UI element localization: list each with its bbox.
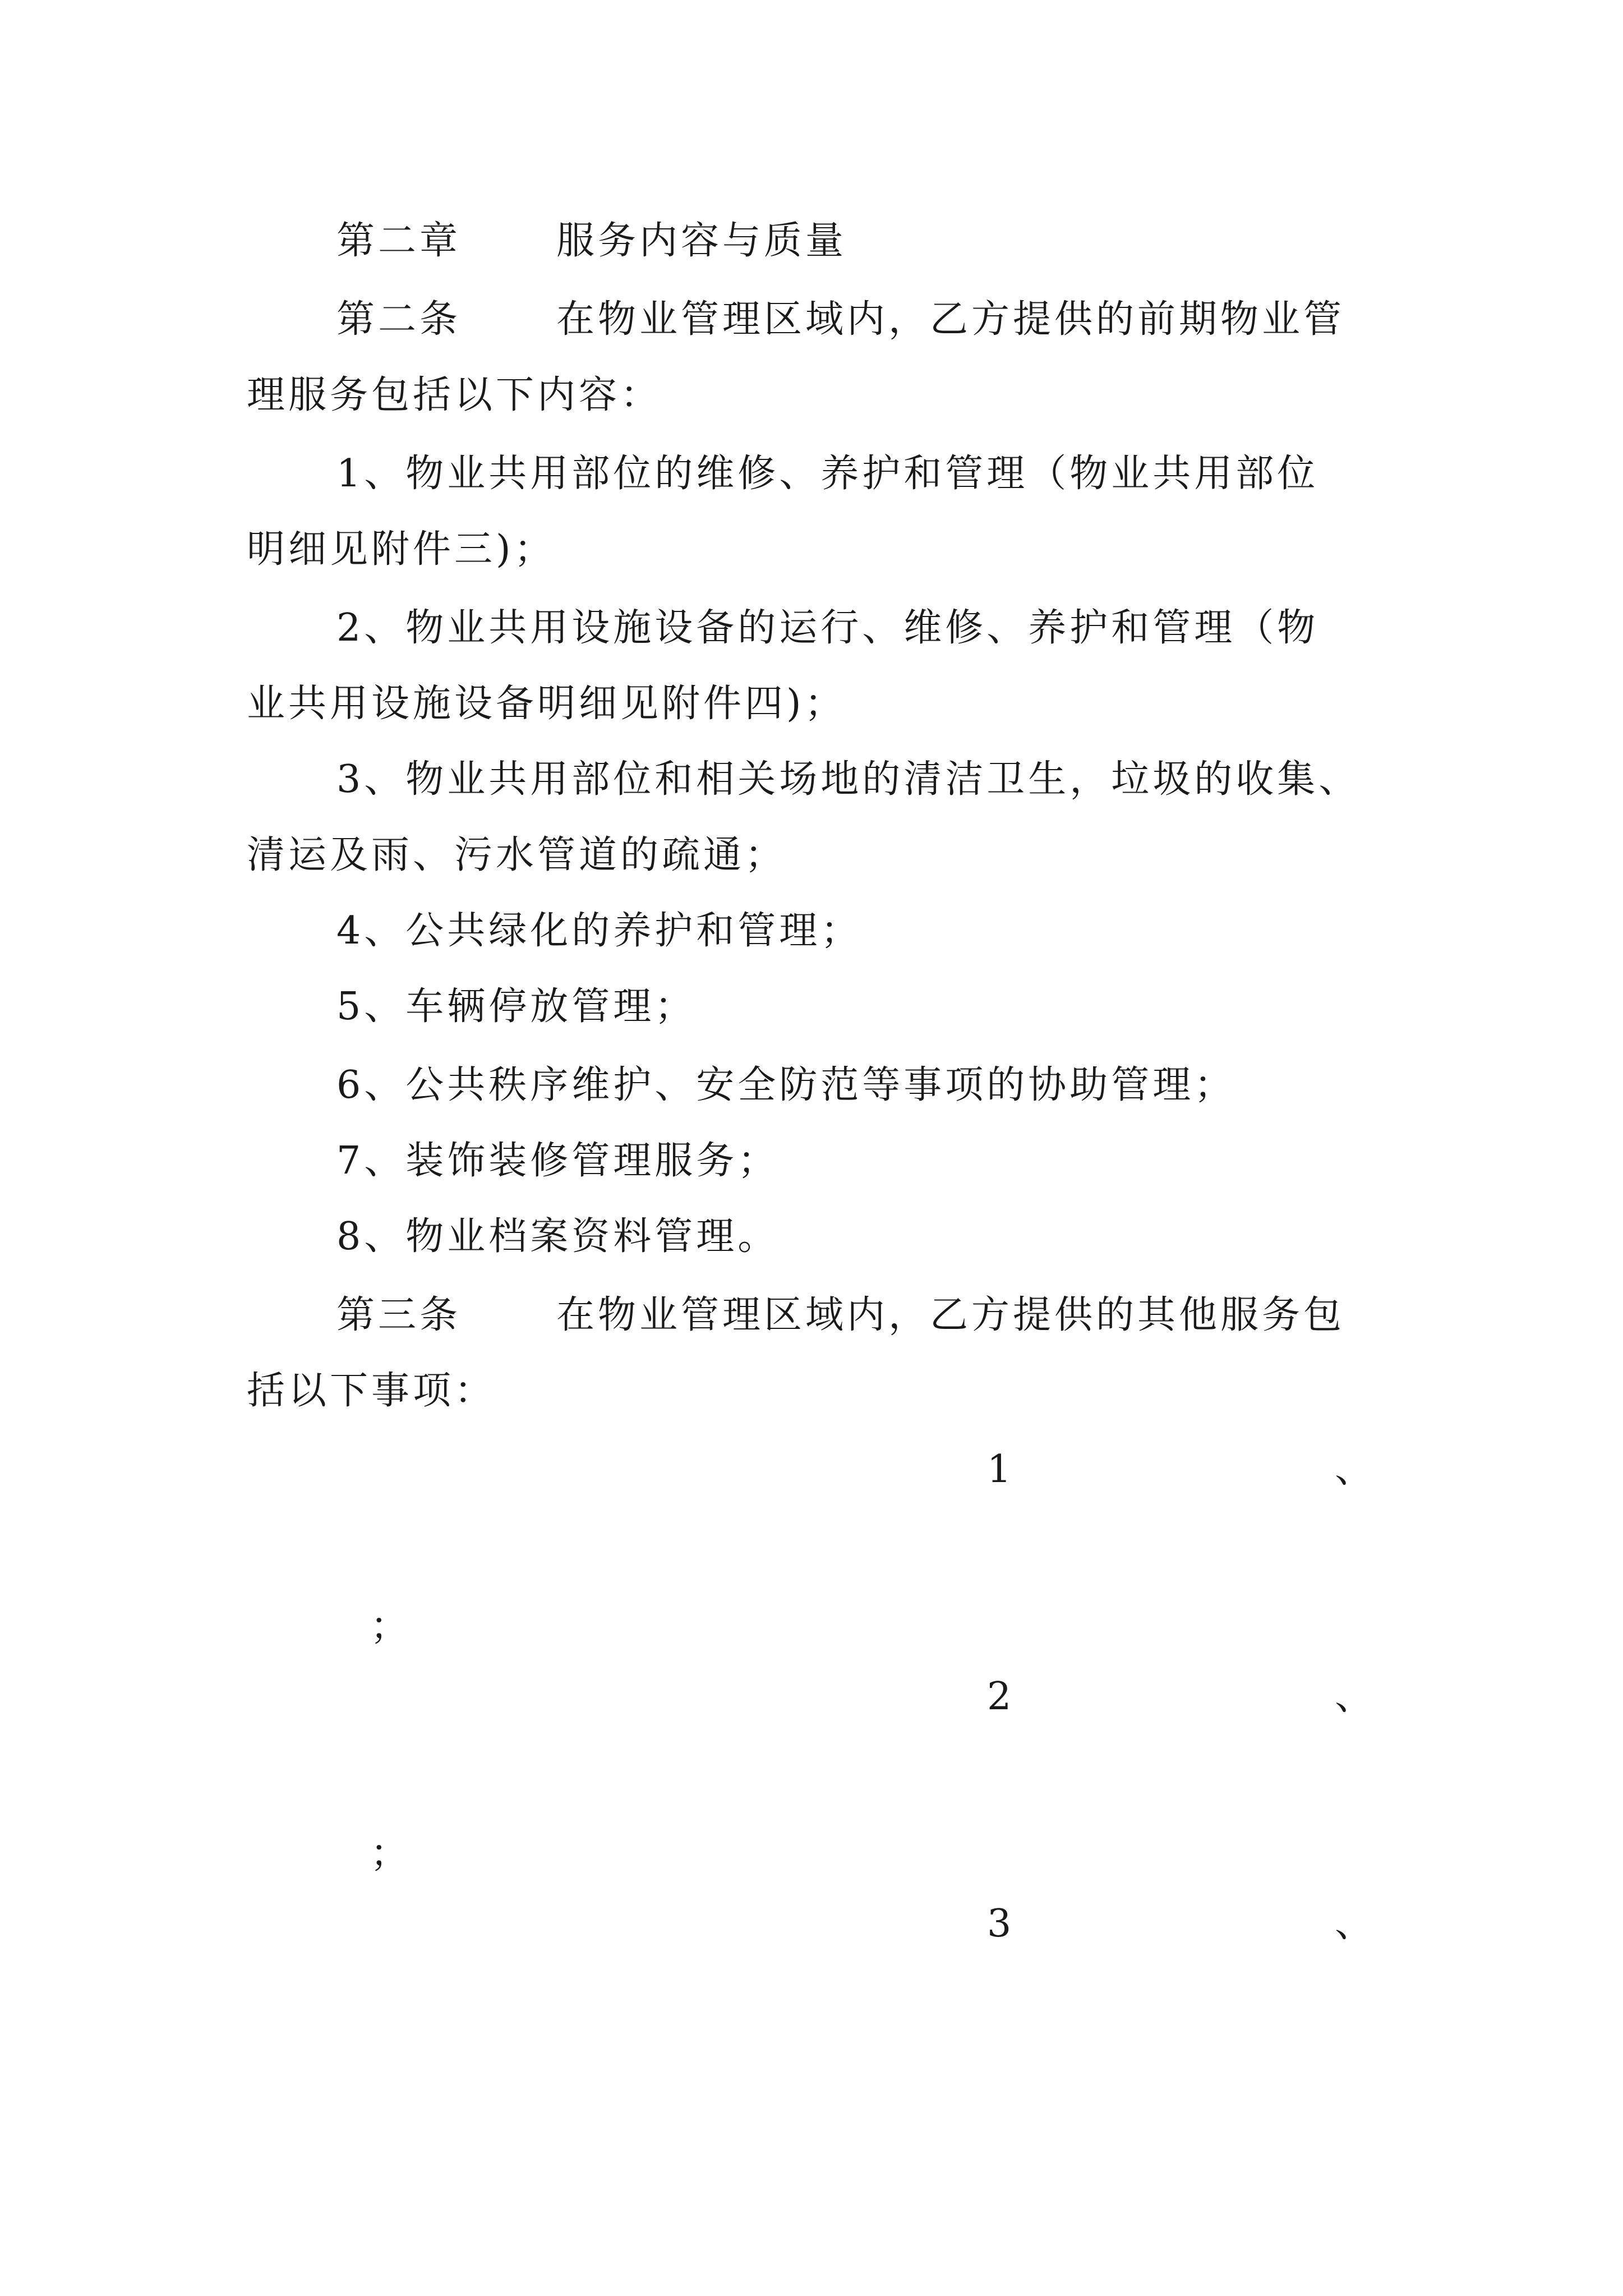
article-2-text: 在物业管理区域内，乙方提供的前期物业管	[556, 297, 1345, 342]
article-3-second-line: 括以下事项：	[247, 1369, 496, 1413]
blank-1-semicolon: ；	[370, 1604, 409, 1649]
blank-2-number: 2	[987, 1674, 1012, 1719]
chapter-title: 服务内容与质量	[556, 219, 847, 263]
blank-3-comma: 、	[1335, 1902, 1373, 1946]
chapter-heading	[336, 213, 847, 269]
item-1-line-2: 明细见附件三)；	[247, 527, 556, 572]
article-2-first-line	[336, 292, 1345, 348]
chapter-number: 第二章	[336, 219, 462, 263]
item-6: 6、公共秩序维护、安全防范等事项的协助管理；	[336, 1063, 1236, 1107]
article-3-text: 在物业管理区域内，乙方提供的其他服务包	[556, 1293, 1345, 1337]
item-5: 5、车辆停放管理；	[336, 984, 697, 1029]
article-3-first-line	[336, 1287, 1345, 1343]
item-2-line-2: 业共用设施设备明细见附件四)；	[247, 682, 846, 726]
item-2-line-1: 2、物业共用设施设备的运行、维修、养护和管理（物	[336, 606, 1319, 650]
blank-2-semicolon: ；	[370, 1832, 409, 1876]
item-3-line-1: 3、物业共用部位和相关场地的清洁卫生，垃圾的收集、	[336, 757, 1361, 802]
item-8: 8、物业档案资料管理。	[336, 1214, 780, 1259]
item-1-line-1: 1、物业共用部位的维修、养护和管理（物业共用部位	[336, 452, 1319, 496]
blank-3-number: 3	[987, 1902, 1012, 1946]
item-7: 7、装饰装修管理服务；	[336, 1139, 780, 1183]
item-3-line-2: 清运及雨、污水管道的疏通；	[247, 833, 787, 877]
article-3-number: 第三条	[336, 1293, 462, 1337]
item-4: 4、公共绿化的养护和管理；	[336, 909, 863, 953]
blank-1-comma: 、	[1335, 1447, 1373, 1492]
article-2-second-line: 理服务包括以下内容：	[247, 373, 662, 417]
blank-1-number: 1	[987, 1447, 1012, 1492]
blank-2-comma: 、	[1335, 1674, 1373, 1719]
article-2-number: 第二条	[336, 297, 462, 342]
